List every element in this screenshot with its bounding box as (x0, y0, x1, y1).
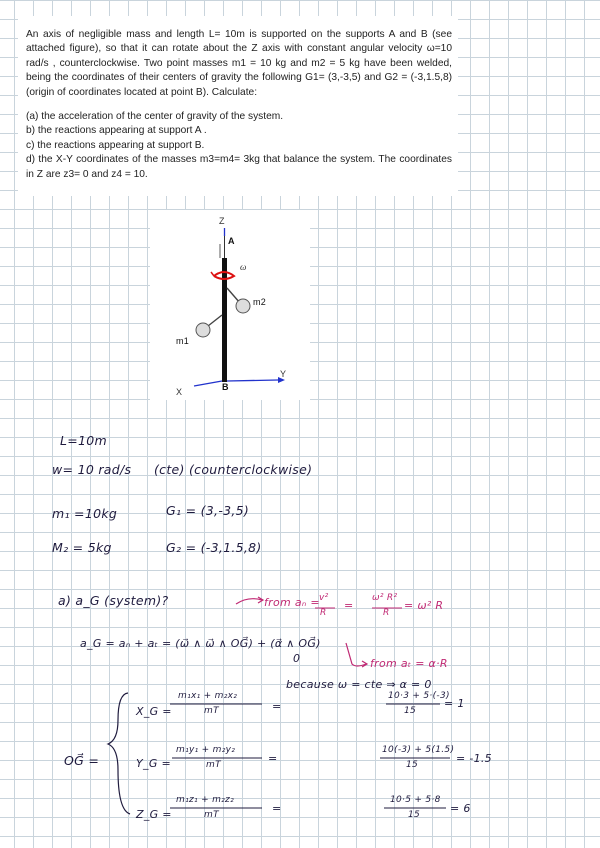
given-m1: m₁ =10kg (52, 506, 118, 521)
yg-result: = -1.5 (456, 752, 492, 765)
zg-den: mT (204, 810, 219, 820)
xg-label: X_G = (136, 705, 172, 718)
zg-num: m₁z₁ + m₂z₂ (176, 795, 234, 805)
an-eq: = (344, 599, 354, 612)
an-frac-den: R (320, 608, 327, 618)
question-c: c) the reactions appearing at support B. (26, 139, 205, 151)
xg-den2: 15 (404, 706, 417, 716)
given-length: L=10m (60, 433, 108, 448)
an-frac-num: v² (319, 593, 329, 603)
an-frac2-den: R (383, 608, 390, 618)
yg-den: mT (206, 760, 221, 770)
given-g2: G₂ = (-3,1.5,8) (166, 540, 262, 555)
m1-label: m1 (176, 336, 190, 346)
og-label: OG⃗ = (64, 753, 100, 768)
zero-term: 0 (293, 652, 301, 665)
zg-result: = 6 (450, 802, 471, 815)
from-an: from aₙ = (264, 596, 320, 609)
zg-eq: = (272, 802, 282, 815)
zg-den2: 15 (408, 810, 421, 820)
yg-label: Y_G = (136, 757, 171, 770)
xg-num2: 10·3 + 5·(-3) (388, 691, 450, 701)
problem-intro: An axis of negligible mass and length L= 10m is supported on the supports A and B (see attached figure), so that it can rotate about the Z axis with constant angular velocity ω=10 rad/s , counterclockwise. Two point masses m1 = 10 kg and m2 = 5 kg have been welded, being the coordinates of their centers of gravity the following G1= (3,-3,5) and G2 = (-3,1.5,8) (origin of coordinates located at point B). Calculate: (26, 29, 452, 98)
because-note: because ω = cte ⇒ α = 0 (286, 678, 432, 691)
xg-den: mT (204, 706, 219, 716)
an-frac2-num: ω² R² (372, 593, 398, 603)
given-omega-note: (cte) (counterclockwise) (154, 462, 313, 477)
yg-num: m₁y₁ + m₂y₂ (176, 745, 236, 755)
brace (108, 693, 130, 814)
ag-equation: a_G = aₙ + aₜ = (ω⃗ ∧ ω⃗ ∧ OG⃗) + (α⃗ ∧ OG⃗) (80, 637, 321, 650)
mass-m2-icon (236, 299, 250, 313)
xg-eq: = (272, 700, 282, 713)
a-label: A (228, 236, 235, 246)
yg-eq: = (268, 752, 278, 765)
zg-num2: 10·5 + 5·8 (390, 795, 441, 805)
an-result: = ω² R (404, 599, 444, 612)
omega-label: ω (240, 262, 247, 272)
from-at: from aₜ = α·R (370, 657, 448, 670)
zg-label: Z_G = (136, 808, 172, 821)
shaft (222, 258, 227, 382)
xg-result: = 1 (444, 697, 465, 710)
given-g1: G₁ = (3,-3,5) (166, 503, 250, 518)
question-a: (a) the acceleration of the center of gravity of the system. (26, 111, 284, 123)
given-omega: w= 10 rad/s (52, 462, 132, 477)
y-label: Y (280, 369, 287, 379)
z-label: Z (219, 216, 225, 226)
mass-m1-icon (196, 323, 210, 337)
question-b: b) the reactions appearing at support A . (26, 125, 207, 137)
xg-num: m₁x₁ + m₂x₂ (178, 691, 238, 701)
part-a-label: a) a_G (system)? (58, 593, 169, 608)
yg-den2: 15 (406, 760, 419, 770)
m2-label: m2 (253, 297, 267, 307)
yg-num2: 10(-3) + 5(1.5) (382, 745, 455, 755)
x-label: X (176, 387, 183, 397)
given-m2: M₂ = 5kg (52, 540, 112, 555)
question-d: d) the X-Y coordinates of the masses m3=m4= 3kg that balance the system. The coordinates in Z are z3= 0 and z4 = 10. (26, 154, 452, 180)
b-label: B (222, 382, 229, 392)
x-axis-arrow (194, 381, 222, 386)
y-axis-arrow (227, 380, 278, 381)
